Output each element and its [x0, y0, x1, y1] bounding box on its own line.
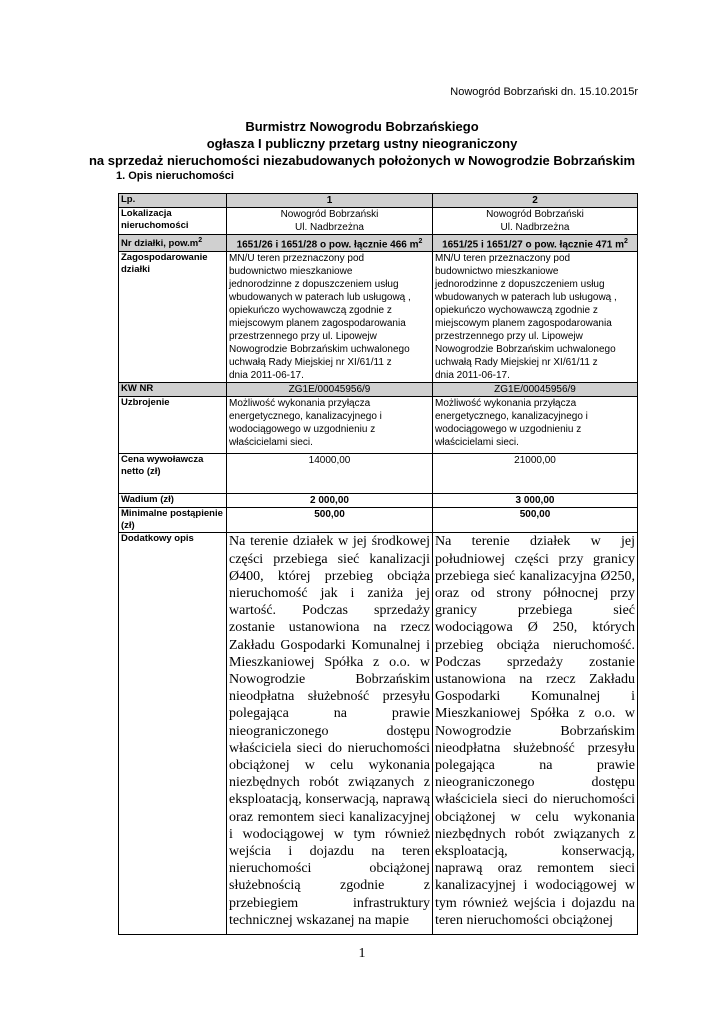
- col2-cena: 21000,00: [433, 454, 638, 494]
- col2-nr-dzialki-sup: 2: [624, 238, 628, 245]
- col2-city: Nowogród Bobrzański: [486, 209, 584, 220]
- label-nr-dzialki-sup: 2: [198, 237, 203, 244]
- table-row-dodatkowy-opis: [119, 533, 638, 935]
- property-table: [118, 193, 638, 935]
- col2-lp: 2: [433, 194, 638, 208]
- table-row-cena: [119, 454, 638, 494]
- label-nr-dzialki-text: Nr działki, pow.m: [121, 238, 199, 250]
- table-row-lokalizacja: [119, 208, 638, 235]
- col1-lp: 1: [227, 194, 433, 208]
- col1-uzbrojenie: Możliwość wykonania przyłącza energetycznego, kanalizacyjnego i wodociągowego w uzgodnieniu z właścicielami sieci.: [227, 397, 433, 454]
- label-uzbrojenie: Uzbrojenie: [119, 397, 227, 454]
- announcement-title: Burmistrz Nowogrodu Bobrzańskiego: [245, 119, 479, 134]
- col1-zagospodarowanie: MN/U teren przeznaczony pod budownictwo mieszkaniowe jednorodzinne z dopuszczeniem usług wbudowanych w paterach lub usługową , opiekuńczo wychowawczą zgodnie z miejscowym planem zagospodarowania przestrzennego przy ul. Lipowejw Nowogrodzie Bobrzańskim uchwalonego uchwałą Rady Miejskiej nr XI/61/11 z dnia 2011-06-17.: [227, 252, 433, 383]
- col2-lokalizacja: [433, 208, 638, 235]
- col1-street: Ul. Nadbrzeżna: [295, 222, 364, 233]
- table-row-uzbrojenie: [119, 397, 638, 454]
- document-date: Nowogród Bobrzański dn. 15.10.2015r: [450, 86, 638, 98]
- col2-nr-dzialki-text: 1651/25 i 1651/27 o pow. łącznie 471 m: [442, 239, 625, 251]
- label-wadium: Wadium (zł): [119, 494, 227, 508]
- label-lokalizacja: Lokalizacja nieruchomości: [119, 208, 227, 235]
- col2-wadium: 3 000,00: [433, 494, 638, 508]
- col1-wadium: 2 000,00: [227, 494, 433, 508]
- label-nr-dzialki: [119, 235, 227, 252]
- col2-opis-text: Na terenie działek w jej południowej części przy granicy przebiega sieć kanalizacyjna Ø250, oraz od strony północnej przy granicy przebiega sieć wodociągowa Ø 250, których przebieg obciąża nieruchomość. Podczas sprzedaży zostanie ustanowiona na rzecz Zakładu Gospodarki Komunalnej i Mieszkaniowej Spółka z o.o. w Nowogrodzie Bobrzańskim nieodpłatna służebność przesyłu polegająca na prawie nieograniczonego dostępu właściciela sieci do nieruchomości obciążonej w celu wykonania niezbędnych robót związanych z eksploatacją, konserwacją, naprawą oraz remontem sieci kanalizacyjnej i wodociągowej w tym również wejścia i dojazdu na teren nieruchomości obciążonej: [435, 534, 635, 928]
- col1-lokalizacja: [227, 208, 433, 235]
- table-row-wadium: [119, 494, 638, 508]
- table-row-zagospodarowanie: [119, 252, 638, 383]
- table-row-postapienie: [119, 508, 638, 533]
- col1-kw: ZG1E/00045956/9: [227, 383, 433, 397]
- table-row-nr-dzialki: [119, 235, 638, 252]
- col1-nr-dzialki-text: 1651/26 i 1651/28 o pow. łącznie 466 m: [236, 239, 419, 251]
- label-cena: Cena wywoławcza netto (zł): [119, 454, 227, 494]
- col1-city: Nowogród Bobrzański: [280, 209, 379, 220]
- col2-uzbrojenie: Możliwość wykonania przyłącza energetycznego, kanalizacyjnego i wodociągowego w uzgodnieniu z właścicielami sieci.: [433, 397, 638, 454]
- col2-nr-dzialki: [433, 235, 638, 252]
- col2-kw: ZG1E/00045956/9: [433, 383, 638, 397]
- col1-dodatkowy-opis: [227, 533, 433, 935]
- col1-nr-dzialki-sup: 2: [418, 238, 423, 245]
- section-title: 1. Opis nieruchomości: [116, 170, 234, 182]
- label-kw: KW NR: [119, 383, 227, 397]
- announcement-subtitle: ogłasza I publiczny przetarg ustny nieograniczony: [206, 136, 518, 151]
- label-zagospodarowanie: Zagospodarowanie działki: [119, 252, 227, 383]
- announcement-subject: na sprzedaż nieruchomości niezabudowanych położonych w Nowogrodzie Bobrzańskim: [88, 153, 636, 168]
- col2-dodatkowy-opis: [433, 533, 638, 935]
- label-dodatkowy-opis: Dodatkowy opis: [119, 533, 227, 935]
- col1-opis-text: Na terenie działek w jej środkowej części przebiega sieć kanalizacji Ø400, której przebieg obciąża nieruchomość jak i zaniża jej wartość. Podczas sprzedaży zostanie ustanowiona na rzecz Zakładu Gospodarki Komunalnej i Mieszkaniowej Spółka z o.o. w Nowogrodzie Bobrzańskim nieodpłatna służebność przesyłu polegająca na prawie nieograniczonego dostępu właściciela sieci do nieruchomości obciążonej w celu wykonania niezbędnych robót związanych z eksploatacją, konserwacją, naprawą oraz remontem sieci kanalizacyjnej i wodociągowej w tym również wejścia i dojazdu na teren nieruchomości obciążonej służebnością zgodnie z przebiegiem infrastruktury technicznej wskazanej na mapie: [229, 534, 430, 928]
- col2-street: Ul. Nadbrzeżna: [500, 222, 570, 233]
- col2-postapienie: 500,00: [433, 508, 638, 533]
- table-row-kw: [119, 383, 638, 397]
- page-number: 1: [358, 946, 366, 961]
- col1-cena: 14000,00: [227, 454, 433, 494]
- table-row-lp: [119, 194, 638, 208]
- label-postapienie: Minimalne postąpienie (zł): [119, 508, 227, 533]
- col1-postapienie: 500,00: [227, 508, 433, 533]
- label-lp: Lp.: [119, 194, 227, 208]
- col1-nr-dzialki: [227, 235, 433, 252]
- col2-zagospodarowanie: MN/U teren przeznaczony pod budownictwo mieszkaniowe jednorodzinne z dopuszczeniem usług wbudowanych w paterach lub usługową , opiekuńczo wychowawczą zgodnie z miejscowym planem zagospodarowania przestrzennego przy ul. Lipowejw Nowogrodzie Bobrzańskim uchwalonego uchwałą Rady Miejskiej nr XI/61/11 z dnia 2011-06-17.: [433, 252, 638, 383]
